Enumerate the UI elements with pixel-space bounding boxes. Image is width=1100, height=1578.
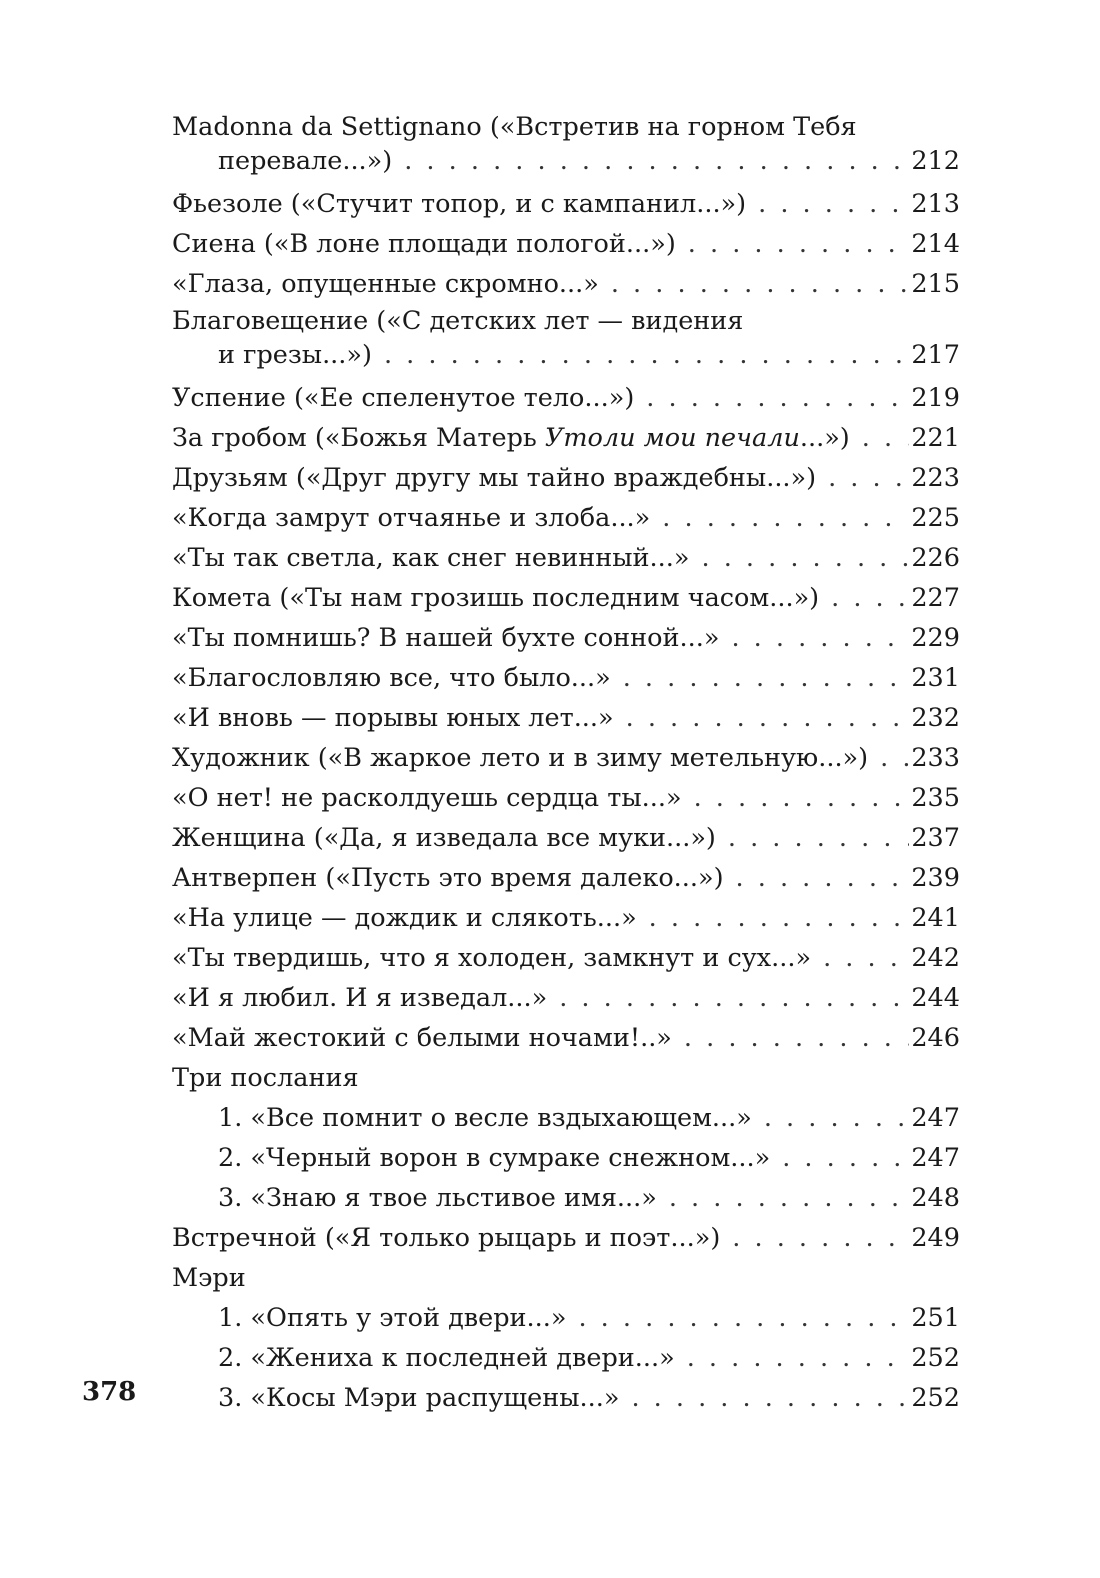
toc-entry-page: 241	[911, 903, 960, 933]
dot-leader	[701, 538, 909, 578]
table-of-contents	[172, 110, 960, 1418]
toc-entry	[172, 1018, 960, 1058]
toc-section-heading: Мэри	[172, 1263, 246, 1293]
toc-entry	[172, 184, 960, 224]
toc-entry-page: 239	[911, 863, 960, 893]
toc-entry-page: 215	[911, 269, 960, 299]
toc-entry-page: 227	[911, 583, 960, 613]
toc-entry-title: «И я любил. И я изведал...»	[172, 983, 548, 1013]
dot-leader	[688, 224, 910, 264]
dot-leader	[828, 458, 909, 498]
dot-leader	[782, 1138, 909, 1178]
toc-subentry	[172, 1138, 960, 1178]
toc-subentry	[172, 1298, 960, 1338]
toc-entry-title: Женщина («Да, я изведала все муки...»)	[172, 823, 716, 853]
toc-entry	[172, 418, 960, 458]
toc-entry-page: 225	[911, 503, 960, 533]
toc-entry	[172, 978, 960, 1018]
toc-entry-page: 248	[911, 1183, 960, 1213]
dot-leader	[764, 1098, 910, 1138]
toc-entry-title: Фьезоле («Стучит топор, и с кампанил...»)	[172, 189, 747, 219]
toc-entry-title: Антверпен («Пусть это время далеко...»)	[172, 863, 724, 893]
toc-entry	[172, 538, 960, 578]
dot-leader	[578, 1298, 909, 1338]
toc-entry-page: 244	[911, 983, 960, 1013]
toc-entry	[172, 698, 960, 738]
toc-entry	[172, 818, 960, 858]
dot-leader	[823, 938, 909, 978]
toc-subentry-title: 2. «Черный ворон в сумраке снежном...»	[218, 1143, 771, 1173]
dot-leader	[862, 418, 910, 458]
toc-entry-title: «И вновь — порывы юных лет...»	[172, 703, 614, 733]
dot-leader	[649, 898, 910, 938]
toc-subentry-title: 2. «Жениха к последней двери...»	[218, 1343, 675, 1373]
toc-entry-title: «О нет! не расколдуешь сердца ты...»	[172, 783, 682, 813]
toc-entry-page: 252	[911, 1343, 960, 1373]
toc-entry-title: «Май жестокий с белыми ночами!..»	[172, 1023, 672, 1053]
dot-leader	[880, 738, 909, 778]
toc-entry-title: «Ты твердишь, что я холоден, замкнут и сух...»	[172, 943, 812, 973]
toc-entry-title: Успение («Ее спеленутое тело...»)	[172, 383, 635, 413]
toc-entry-page: 213	[911, 189, 960, 219]
title-part: За гробом («Божья Матерь	[172, 423, 545, 453]
toc-entry	[172, 498, 960, 538]
toc-entry-page: 221	[911, 423, 960, 453]
toc-entry	[172, 378, 960, 418]
toc-entry-page: 235	[911, 783, 960, 813]
toc-entry	[172, 224, 960, 264]
toc-subentry	[172, 1338, 960, 1378]
toc-entry-title: Благовещение («С детских лет — видения	[172, 306, 744, 336]
toc-entry-title: Madonna da Settignano («Встретив на горном Тебя	[172, 112, 857, 142]
toc-entry-title: Художник («В жаркое лето и в зиму метельную...»)	[172, 743, 869, 773]
toc-entry-title: Друзьям («Друг другу мы тайно враждебны...»)	[172, 463, 817, 493]
toc-entry-page: 232	[911, 703, 960, 733]
toc-subentry-title: 3. «Знаю я твое льстивое имя...»	[218, 1183, 657, 1213]
toc-entry	[172, 938, 960, 978]
toc-entry-page: 242	[911, 943, 960, 973]
toc-entry	[172, 658, 960, 698]
toc-entry-page: 217	[911, 340, 960, 370]
dot-leader	[559, 978, 909, 1018]
toc-entry-title-cont: перевале...»)	[218, 146, 393, 176]
title-italic-part: Утоли мои печали	[544, 423, 800, 453]
toc-entry	[172, 1218, 960, 1258]
toc-entry-page: 219	[911, 383, 960, 413]
toc-subentry	[172, 1098, 960, 1138]
dot-leader	[384, 338, 909, 372]
toc-entry-title: Сиена («В лоне площади пологой...»)	[172, 229, 676, 259]
toc-subentry-title: 3. «Косы Мэри распущены...»	[218, 1383, 620, 1413]
dot-leader	[631, 1378, 909, 1418]
toc-entry-title: «Глаза, опущенные скромно...»	[172, 269, 599, 299]
toc-entry-title	[172, 418, 850, 458]
toc-entry	[172, 618, 960, 658]
toc-entry-page: 251	[911, 1303, 960, 1333]
toc-entry	[172, 738, 960, 778]
toc-entry	[172, 458, 960, 498]
toc-entry-page: 247	[911, 1103, 960, 1133]
toc-entry-title: Встречной («Я только рыцарь и поэт...»)	[172, 1223, 721, 1253]
toc-entry	[172, 110, 960, 184]
toc-entry-page: 247	[911, 1143, 960, 1173]
toc-entry-page: 229	[911, 623, 960, 653]
toc-subentry	[172, 1378, 960, 1418]
toc-entry	[172, 578, 960, 618]
toc-entry	[172, 778, 960, 818]
dot-leader	[687, 1338, 910, 1378]
toc-entry-page: 212	[911, 146, 960, 176]
toc-entry-page: 249	[911, 1223, 960, 1253]
toc-entry	[172, 304, 960, 378]
toc-entry-page: 214	[911, 229, 960, 259]
title-part: ...»)	[799, 423, 850, 453]
toc-entry-title: «Когда замрут отчаянье и злоба...»	[172, 503, 651, 533]
dot-leader	[684, 1018, 909, 1058]
dot-leader	[623, 658, 910, 698]
dot-leader	[626, 698, 910, 738]
dot-leader	[731, 618, 909, 658]
toc-entry-page: 231	[911, 663, 960, 693]
toc-entry	[172, 264, 960, 304]
toc-section-heading: Три послания	[172, 1063, 359, 1093]
toc-entry-page: 233	[911, 743, 960, 773]
dot-leader	[646, 378, 909, 418]
toc-entry	[172, 898, 960, 938]
dot-leader	[728, 818, 909, 858]
toc-entry-page: 252	[911, 1383, 960, 1413]
dot-leader	[694, 778, 910, 818]
toc-entry-title: «Ты помнишь? В нашей бухте сонной...»	[172, 623, 720, 653]
dot-leader	[662, 498, 909, 538]
toc-subentry	[172, 1178, 960, 1218]
dot-leader	[831, 578, 909, 618]
toc-entry-title: «Ты так светла, как снег невинный...»	[172, 543, 690, 573]
toc-entry-title-cont: и грезы...»)	[218, 340, 372, 370]
toc-entry-page: 226	[911, 543, 960, 573]
toc-entry-page: 223	[911, 463, 960, 493]
dot-leader	[758, 184, 909, 224]
dot-leader	[404, 144, 909, 178]
toc-entry	[172, 858, 960, 898]
toc-entry-title: «Благословляю все, что было...»	[172, 663, 611, 693]
toc-subentry-title: 1. «Все помнит о весле вздыхающем...»	[218, 1103, 752, 1133]
toc-entry-page: 246	[911, 1023, 960, 1053]
dot-leader	[669, 1178, 909, 1218]
toc-entry-title: «На улице — дождик и слякоть...»	[172, 903, 637, 933]
toc-entry-title: Комета («Ты нам грозишь последним часом...»)	[172, 583, 820, 613]
dot-leader	[732, 1218, 909, 1258]
toc-entry-page: 237	[911, 823, 960, 853]
page-number: 378	[82, 1377, 137, 1407]
dot-leader	[611, 264, 909, 304]
toc-subentry-title: 1. «Опять у этой двери...»	[218, 1303, 567, 1333]
dot-leader	[736, 858, 910, 898]
